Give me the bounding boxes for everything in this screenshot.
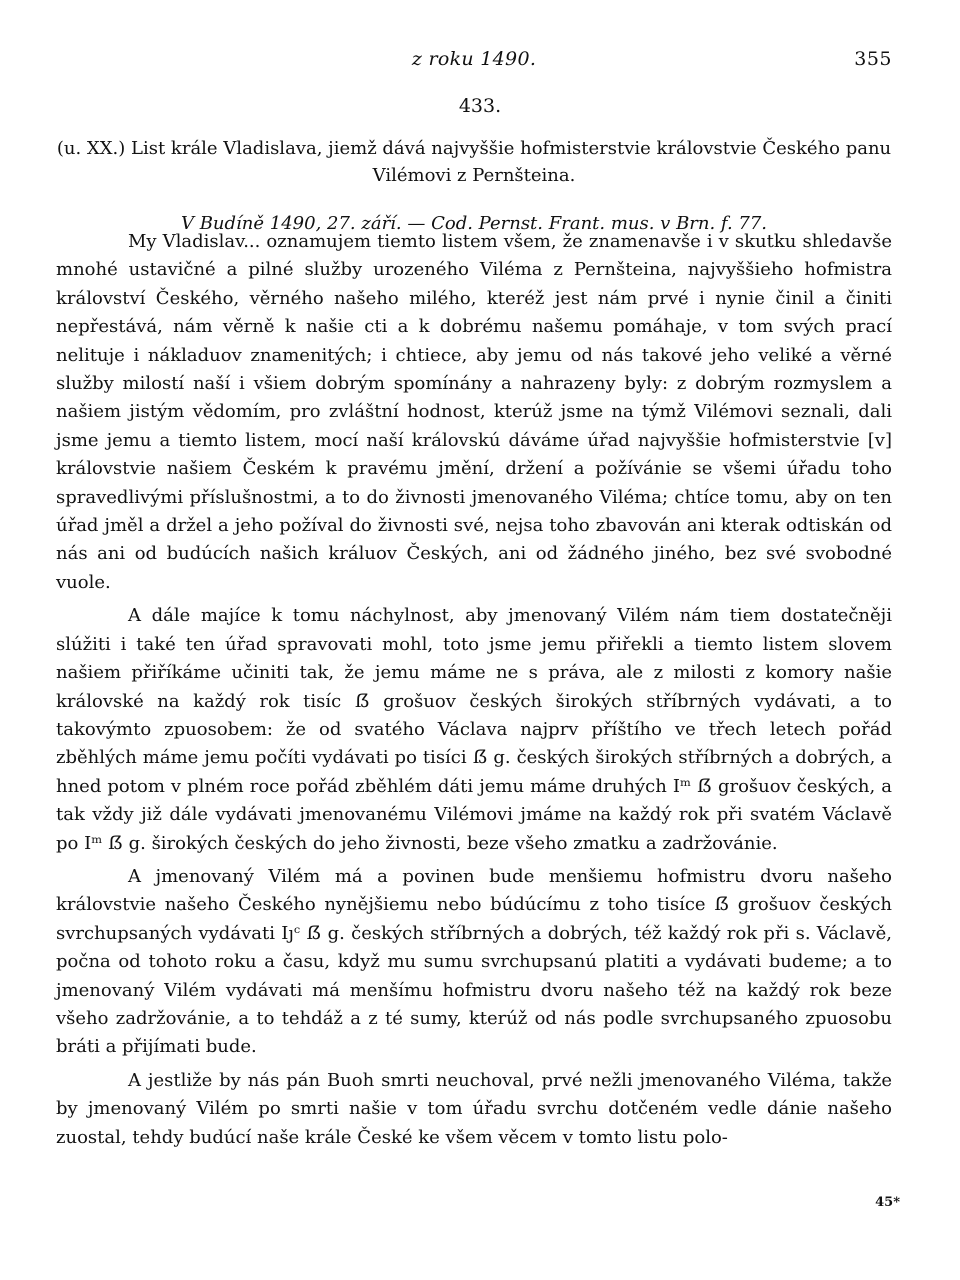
paragraph: A jmenovaný Vilém má a povinen bude menšiemu hofmistru dvoru našeho královstvie našeho Českého nynějšiemu nebo búdúcímu z toho tisíce ẞ grošuov českých svrchupsaných vydávati Iȷᶜ ẞ g. českých stříbrných a dobrých, též každý rok při s. Václavě, počna od tohoto roku a času, když mu sumu svrchupsanú platiti a vydávati budeme; a to jmenovaný Vilém vydávati má menšímu hofmistru dvoru našeho též na každý rok beze všeho zadržovánie, a to tehdáž a z té sumy, kterúž od nás podle svrchupsaného zpuosobu bráti a přijímati bude. — [56, 865, 892, 1058]
source-line: V Budíně 1490, 27. září. — Cod. Pernst. Frant. mus. v Brn. f. 77. — [180, 213, 768, 234]
paragraph: My Vladislav... oznamujem tiemto listem všem, že znamenavše i v skutku shledavše mnohé ustavičné a pilné služby urozeného Viléma z Pernšteina, najvyššieho hofmistra království Českého, věrného našeho milého, kteréž jest nám prvé i nynie činil a činiti nepřestává, nám věrně k našie cti a k dobrému našemu pomáhaje, v tom svých prací nelituje i nákladuov znamenitých; i chtiece, aby jemu od nás takové jeho veliké a věrné služby milostí naší i všiem dobrým spomínány a nahrazeny byly: z dobrým rozmyslem a našiem jistým vědomím, pro zvláštní hodnost, kterúž jsme na týmž Vilémovi seznali, dali jsme jemu a tiemto listem, mocí naší královskú dáváme úřad najvyššie hofmisterstvie [v] královstvie našiem Českém k pravému jmění, držení a požívánie se všemi úřadu toho spravedlivými příslušnostmi, a to do živnosti jmenovaného Viléma; chtíce tomu, aby on ten úřad jměl a držel a jeho požíval do živnosti své, nejsa toho zbavován ani kterak odtiskán od nás ani od budúcích našich králuov Českých, ani od žádného jiného, bez své svobodné vuole. — [56, 231, 892, 593]
running-title: z roku 1490. — [411, 48, 537, 70]
document-number: 433. — [458, 95, 502, 117]
running-head — [56, 48, 892, 74]
paragraph: A dále majíce k tomu náchylnost, aby jmenovaný Vilém nám tiem dostatečněji slúžiti i také ten úřad spravovati mohl, toto jsme jemu přiřekli a tiemto listem slovem našiem přiříkáme učiniti tak, že jemu máme ne s práva, ale z milosti z komory našie královské na každý rok tisíc ẞ grošuov českých širokých stříbrných vydávati, a to takovýmto zpuosobem: že od svatého Václava najprv příštího ve třech letech pořád zběhlých máme jemu počíti vydávati po tisíci ẞ g. českých širokých stříbrných a dobrých, a hned potom v plném roce pořád zběhlém dáti jemu máme druhých Iᵐ ẞ grošuov českých, a tak vždy již dále vydávati jmenovanému Vilémovi jmáme na každý rok při svatém Václavě po Iᵐ ẞ g. širokých českých do jeho živnosti, beze všeho zmatku a zadržovánie. — [56, 605, 892, 854]
document-heading — [56, 135, 892, 189]
document-reference: (u. XX.) — [56, 138, 126, 159]
paragraph: A jestliže by nás pán Buoh smrti neuchoval, prvé nežli jmenovaného Viléma, takže by jmenovaný Vilém po smrti našie v tom úřadu svrchu dotčeném vedle dánie našeho zuostal, tehdy budúcí naše krále České ke všem věcem v tomto listu polo- — [56, 1069, 892, 1148]
page-number: 355 — [854, 48, 892, 70]
signature-mark: 45* — [875, 1195, 900, 1210]
body-text — [56, 228, 892, 1157]
document-heading-block — [56, 135, 892, 237]
document-heading-text: List krále Vladislava, jiemž dává najvyššie hofmisterstvie královstvie Českého panu Vilémovi z Pernšteina. — [131, 138, 892, 186]
